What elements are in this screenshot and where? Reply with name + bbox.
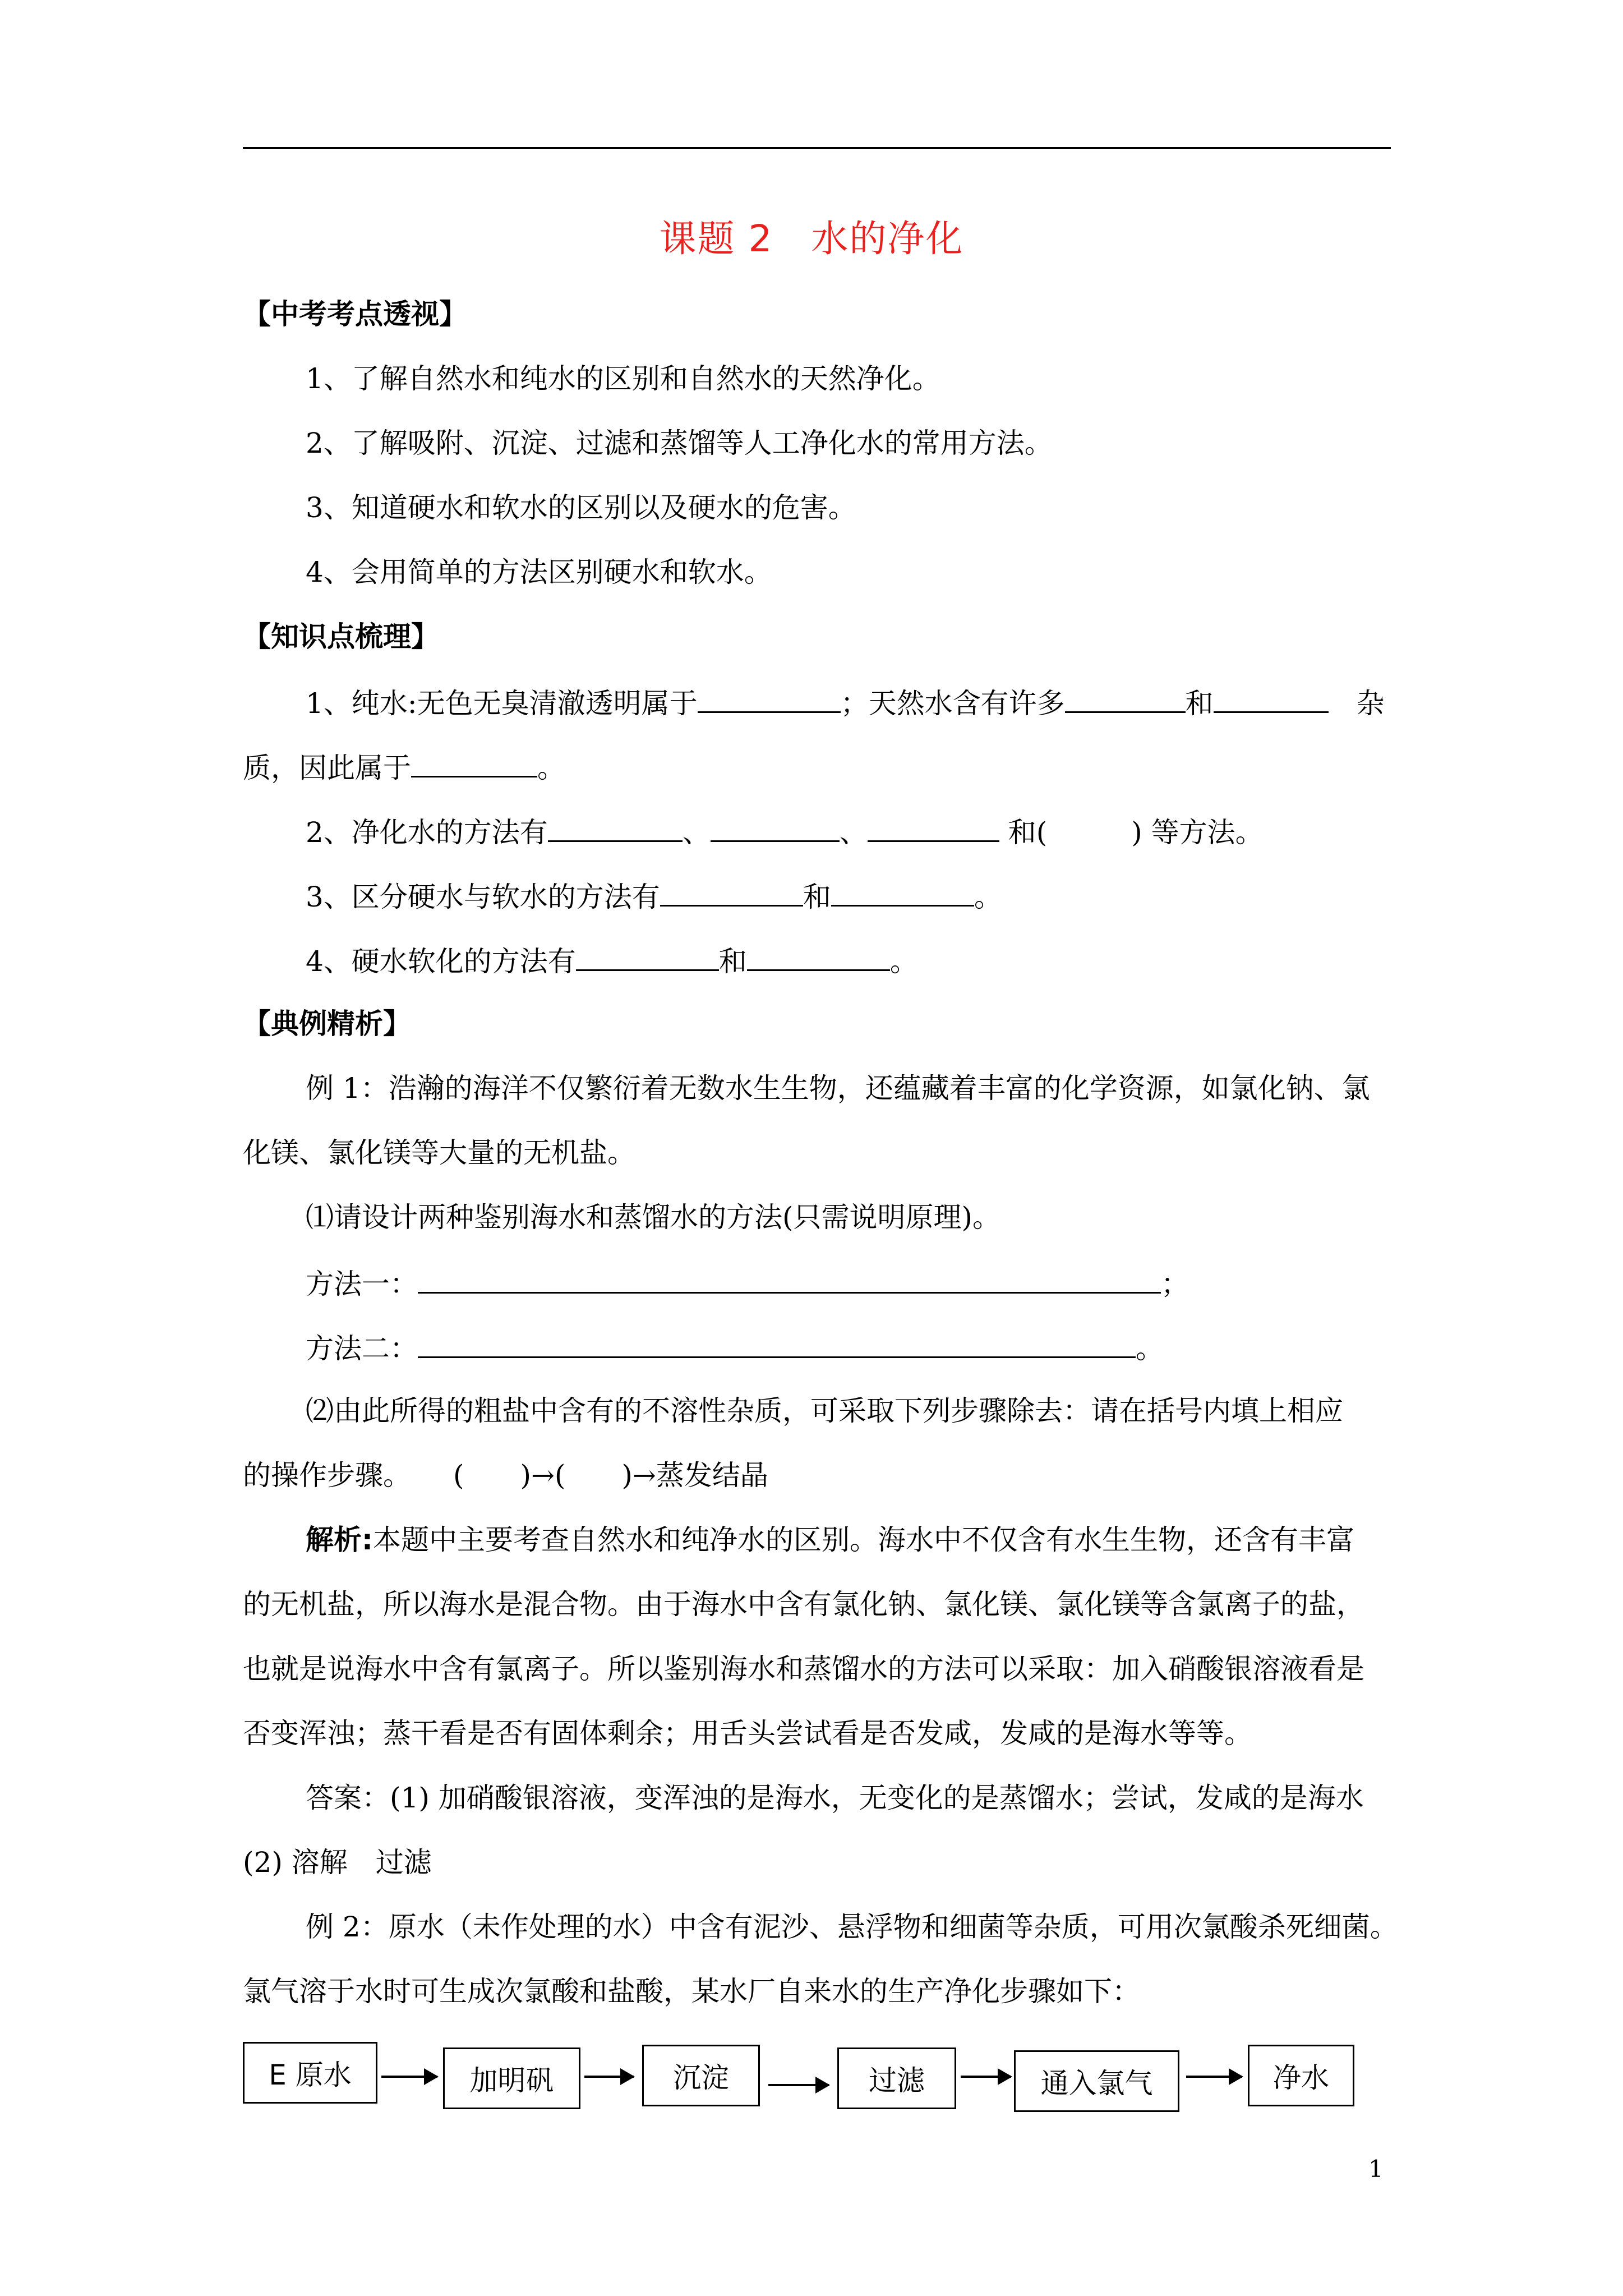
method-1-line: 方法一： ； (306, 1265, 1189, 1301)
flow-arrow (961, 2076, 1011, 2078)
flow-step-alum: 加明矾 (443, 2047, 580, 2109)
blank-field[interactable] (1214, 684, 1329, 713)
flow-arrow (584, 2076, 634, 2078)
flow-step-clean-water: 净水 (1248, 2045, 1354, 2106)
example-1-line-1: 例 1：浩瀚的海洋不仅繁衍着无数水生生物，还蕴藏着丰富的化学资源，如氯化钠、氯 (306, 1072, 1370, 1105)
method-1-blank[interactable] (418, 1265, 1161, 1294)
page-number: 1 (1368, 2155, 1384, 2183)
blank-field[interactable] (660, 878, 803, 907)
section-heading-knowledge: 【知识点梳理】 (243, 620, 439, 653)
blank-field[interactable] (831, 878, 974, 907)
blank-field[interactable] (548, 813, 683, 842)
blank-field[interactable] (698, 684, 841, 713)
flow-arrow (768, 2084, 829, 2086)
blank-field[interactable] (747, 942, 890, 971)
example-1-question-2-line-2: 的操作步骤。 ( )→( )→蒸发结晶 (243, 1459, 768, 1492)
knowledge-line-3: 3、区分硬水与软水的方法有 和 。 (306, 878, 1002, 914)
exam-point-1: 1、了解自然水和纯水的区别和自然水的天然净化。 (306, 362, 940, 395)
blank-field[interactable] (411, 749, 537, 777)
flow-step-filter: 过滤 (837, 2047, 956, 2109)
analysis-label: 解析: (306, 1524, 373, 1556)
page-title: 课题 2 水的净化 (659, 217, 964, 260)
section-heading-examples: 【典例精析】 (243, 1007, 411, 1040)
flow-arrow (1186, 2076, 1242, 2078)
answer-line-1: 答案：(1) 加硝酸银溶液，变浑浊的是海水，无变化的是蒸馏水；尝试，发咸的是海水 (306, 1782, 1364, 1814)
analysis-line-2: 的无机盐，所以海水是混合物。由于海水中含有氯化钠、氯化镁、氯化镁等含氯离子的盐， (243, 1588, 1364, 1621)
header-rule (243, 147, 1391, 149)
flow-step-raw-water: E 原水 (243, 2042, 377, 2104)
example-2-line-1: 例 2：原水（未作处理的水）中含有泥沙、悬浮物和细菌等杂质，可用次氯酸杀死细菌。 (306, 1911, 1398, 1943)
flow-arrow (381, 2076, 437, 2078)
exam-point-3: 3、知道硬水和软水的区别以及硬水的危害。 (306, 491, 856, 524)
example-1-question-2-line-1: ⑵由此所得的粗盐中含有的不溶性杂质，可采取下列步骤除去：请在括号内填上相应 (306, 1395, 1343, 1427)
knowledge-line-1-cont: 质，因此属于 。 (243, 749, 565, 785)
exam-point-2: 2、了解吸附、沉淀、过滤和蒸馏等人工净化水的常用方法。 (306, 427, 1053, 459)
example-2-line-2: 氯气溶于水时可生成次氯酸和盐酸，某水厂自来水的生产净化步骤如下： (243, 1975, 1140, 2008)
blank-field[interactable] (1065, 684, 1186, 713)
knowledge-line-1: 1、纯水:无色无臭清澈透明属于 ；天然水含有许多 和 杂 (306, 684, 1385, 720)
blank-field[interactable] (576, 942, 719, 971)
analysis-line-3: 也就是说海水中含有氯离子。所以鉴别海水和蒸馏水的方法可以采取：加入硝酸银溶液看是 (243, 1653, 1364, 1685)
answer-line-2: (2) 溶解 过滤 (243, 1846, 432, 1879)
method-2-line: 方法二： 。 (306, 1329, 1164, 1365)
knowledge-line-2: 2、净化水的方法有 、 、 和( ) 等方法。 (306, 813, 1264, 849)
example-1-line-2: 化镁、氯化镁等大量的无机盐。 (243, 1137, 635, 1169)
knowledge-line-4: 4、硬水软化的方法有 和 。 (306, 942, 918, 978)
analysis-line-1: 解析:本题中主要考查自然水和纯净水的区别。海水中不仅含有水生生物，还含有丰富 (306, 1524, 1354, 1556)
flow-step-chlorine: 通入氯气 (1014, 2050, 1179, 2112)
exam-point-4: 4、会用简单的方法区别硬水和软水。 (306, 556, 772, 588)
blank-field[interactable] (868, 813, 999, 842)
flow-step-settle: 沉淀 (642, 2045, 760, 2106)
blank-field[interactable] (711, 813, 840, 842)
example-1-question-1: ⑴请设计两种鉴别海水和蒸馏水的方法(只需说明原理)。 (306, 1201, 1001, 1234)
method-2-blank[interactable] (418, 1329, 1136, 1358)
analysis-line-4: 否变浑浊；蒸干看是否有固体剩余；用舌头尝试看是否发咸，发咸的是海水等等。 (243, 1717, 1252, 1750)
section-heading-exam-points: 【中考考点透视】 (243, 298, 467, 330)
